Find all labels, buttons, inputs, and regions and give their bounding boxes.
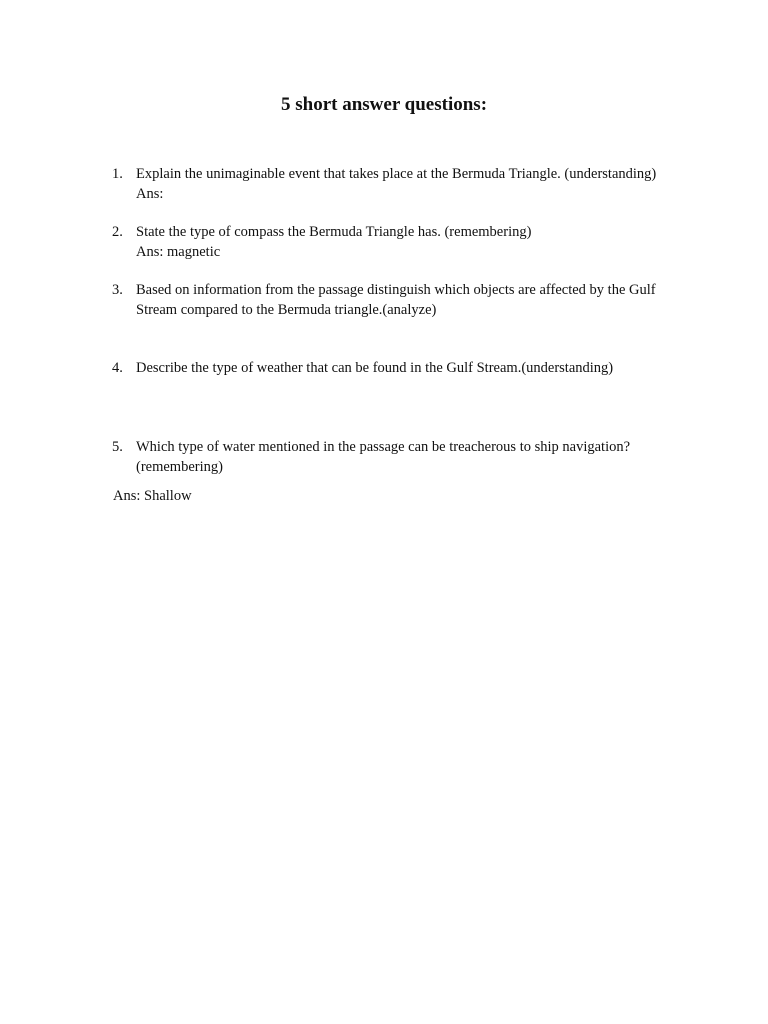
question-item: [112, 358, 692, 378]
question-text: Stream compared to the Bermuda triangle.(analyze): [136, 302, 437, 318]
question-body: [136, 358, 692, 378]
answer-text: Ans:: [136, 186, 164, 202]
answer-text: Ans: Shallow: [113, 488, 192, 504]
question-number: 4.: [112, 360, 123, 376]
question-body: [136, 280, 692, 320]
question-item: [112, 437, 692, 477]
question-body: [136, 437, 692, 477]
question-text: Which type of water mentioned in the passage can be treacherous to ship navigation?: [136, 439, 631, 455]
question-item: [112, 222, 692, 262]
question-text: Based on information from the passage distinguish which objects are affected by the Gulf: [136, 282, 656, 298]
question-text: (remembering): [136, 459, 223, 475]
question-text: Explain the unimaginable event that takes place at the Bermuda Triangle. (understanding): [136, 166, 657, 182]
question-number: 1.: [112, 166, 123, 182]
question-item: [112, 280, 692, 320]
question-item: [112, 164, 692, 204]
question-number: 5.: [112, 439, 123, 455]
question-body: [136, 222, 692, 262]
question-number: 3.: [112, 282, 123, 298]
question-text: State the type of compass the Bermuda Triangle has. (remembering): [136, 224, 532, 240]
question-text: Describe the type of weather that can be found in the Gulf Stream.(understanding): [136, 360, 614, 376]
answer-text: Ans: magnetic: [136, 244, 221, 260]
question-number: 2.: [112, 224, 123, 240]
page-title: 5 short answer questions:: [280, 94, 488, 115]
question-body: [136, 164, 692, 204]
